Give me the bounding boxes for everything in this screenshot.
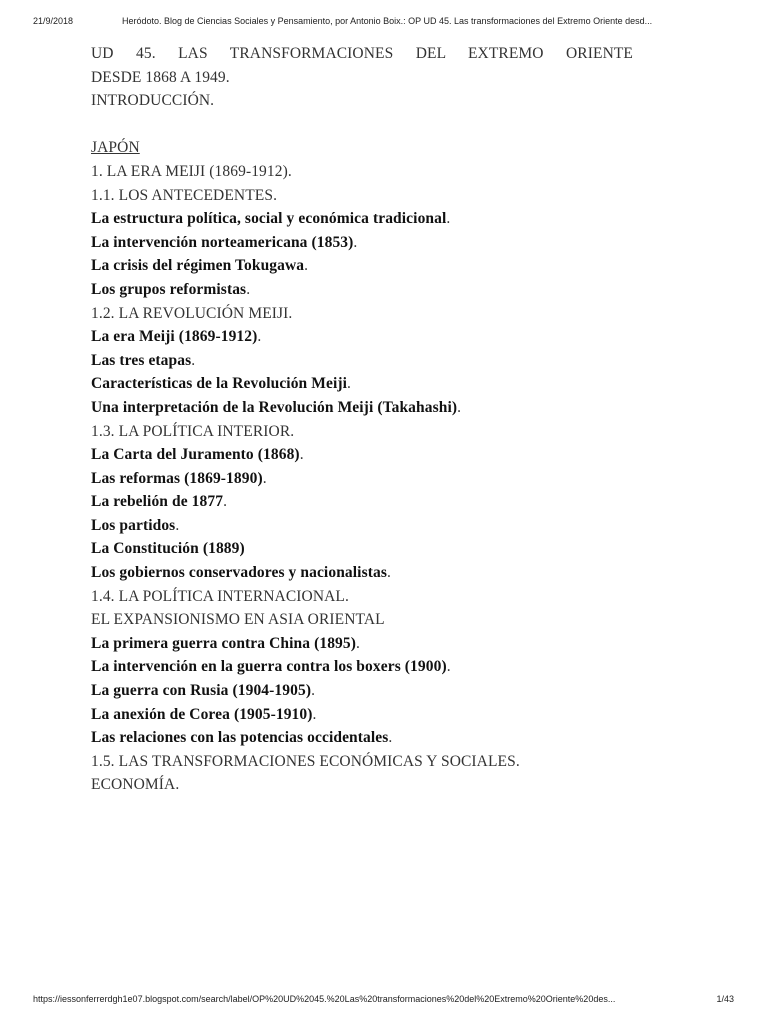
outline-trailing-period: . [304, 257, 309, 275]
outline-text: Los gobiernos conservadores y nacionalistas [91, 564, 387, 582]
outline-heading [91, 160, 633, 184]
outline-heading [91, 608, 633, 632]
outline-topic [91, 561, 633, 585]
print-date: 21/9/2018 [33, 16, 74, 26]
outline-topic [91, 632, 633, 656]
outline-heading [91, 184, 633, 208]
outline-text: La Carta del Juramento (1868) [91, 446, 300, 464]
outline-text: 1. LA ERA MEIJI (1869-1912). [91, 162, 292, 180]
outline-text: Los grupos reformistas [91, 280, 247, 298]
outline-text: 1.4. LA POLÍTICA INTERNACIONAL. [91, 587, 349, 605]
outline-text: Las reformas (1869-1890) [91, 469, 263, 487]
outline-text: 1.2. LA REVOLUCIÓN MEIJI. [91, 304, 293, 322]
outline-text: La intervención norteamericana (1853) [91, 233, 354, 251]
outline-trailing-period: . [356, 634, 360, 652]
document-body [91, 42, 633, 797]
outline-heading [91, 585, 633, 609]
outline-heading [91, 750, 633, 774]
outline-text: ECONOMÍA. [91, 776, 180, 794]
outline-trailing-period: . [446, 658, 451, 676]
blank-line [91, 113, 633, 137]
print-header [0, 16, 768, 30]
outline-topic [91, 396, 633, 420]
outline-trailing-period: . [312, 705, 317, 723]
outline-trailing-period: . [457, 398, 462, 416]
outline-trailing-period: . [311, 682, 316, 700]
outline-heading [91, 773, 633, 797]
outline-text: La primera guerra contra China (1895) [91, 634, 357, 652]
outline-text: La crisis del régimen Tokugawa [91, 257, 305, 275]
outline-trailing-period: . [299, 446, 304, 464]
outline-text: Las tres etapas [91, 351, 192, 369]
outline-trailing-period: . [191, 351, 196, 369]
outline-trailing-period: . [175, 516, 180, 534]
document-title-line-2: DESDE 1868 A 1949. [91, 68, 230, 86]
outline-trailing-period: . [353, 233, 358, 251]
outline-trailing-period: . [347, 375, 352, 393]
outline-topic [91, 655, 633, 679]
section-heading-japan: JAPÓN [91, 139, 140, 157]
outline-topic [91, 703, 633, 727]
outline-text: Los partidos [91, 516, 176, 534]
outline-text: La estructura política, social y económica tradicional [91, 210, 447, 228]
print-footer [0, 994, 768, 1008]
outline-text: La rebelión de 1877 [91, 493, 224, 511]
print-page-number: 1/43 [716, 994, 734, 1004]
outline-topic [91, 490, 633, 514]
outline-topic [91, 325, 633, 349]
outline-text: La Constitución (1889) [91, 540, 245, 558]
outline-trailing-period: . [246, 280, 251, 298]
outline-topic [91, 254, 633, 278]
outline-topic [91, 537, 633, 561]
outline-topic [91, 207, 633, 231]
outline-heading [91, 302, 633, 326]
outline-text: La intervención en la guerra contra los boxers (1900) [91, 658, 447, 676]
outline-list [91, 160, 633, 797]
outline-text: La guerra con Rusia (1904-1905) [91, 682, 312, 700]
outline-trailing-period: . [446, 210, 451, 228]
outline-heading [91, 420, 633, 444]
print-url: https://iessonferrerdgh1e07.blogspot.com/search/label/OP%20UD%2045.%20Las%20transformaciones%20del%20Extremo%20Oriente%20des... [33, 994, 616, 1004]
print-page-title: Heródoto. Blog de Ciencias Sociales y Pensamiento, por Antonio Boix.: OP UD 45. Las transformaciones del Extremo Oriente desd... [122, 16, 653, 26]
outline-topic [91, 467, 633, 491]
outline-text: La anexión de Corea (1905-1910) [91, 705, 313, 723]
outline-topic [91, 372, 633, 396]
outline-topic [91, 231, 633, 255]
outline-text: 1.3. LA POLÍTICA INTERIOR. [91, 422, 295, 440]
outline-topic [91, 726, 633, 750]
outline-topic [91, 679, 633, 703]
outline-topic [91, 514, 633, 538]
outline-trailing-period: . [388, 729, 393, 747]
outline-trailing-period: . [223, 493, 228, 511]
document-title-line-1: UD 45. LAS TRANSFORMACIONES DEL EXTREMO ORIENTE [91, 45, 633, 62]
outline-text: EL EXPANSIONISMO EN ASIA ORIENTAL [91, 611, 385, 629]
outline-trailing-period: . [257, 328, 262, 346]
outline-topic [91, 443, 633, 467]
outline-trailing-period: . [262, 469, 267, 487]
outline-text: Características de la Revolución Meiji [91, 375, 348, 393]
outline-topic [91, 278, 633, 302]
outline-text: 1.1. LOS ANTECEDENTES. [91, 186, 278, 204]
outline-text: Una interpretación de la Revolución Meiji (Takahashi) [91, 398, 458, 416]
outline-trailing-period: . [386, 564, 391, 582]
outline-text: Las relaciones con las potencias occidentales [91, 729, 389, 747]
intro-heading: INTRODUCCIÓN. [91, 92, 215, 110]
outline-text: La era Meiji (1869-1912) [91, 328, 258, 346]
outline-text: 1.5. LAS TRANSFORMACIONES ECONÓMICAS Y SOCIALES. [91, 752, 520, 770]
outline-topic [91, 349, 633, 373]
